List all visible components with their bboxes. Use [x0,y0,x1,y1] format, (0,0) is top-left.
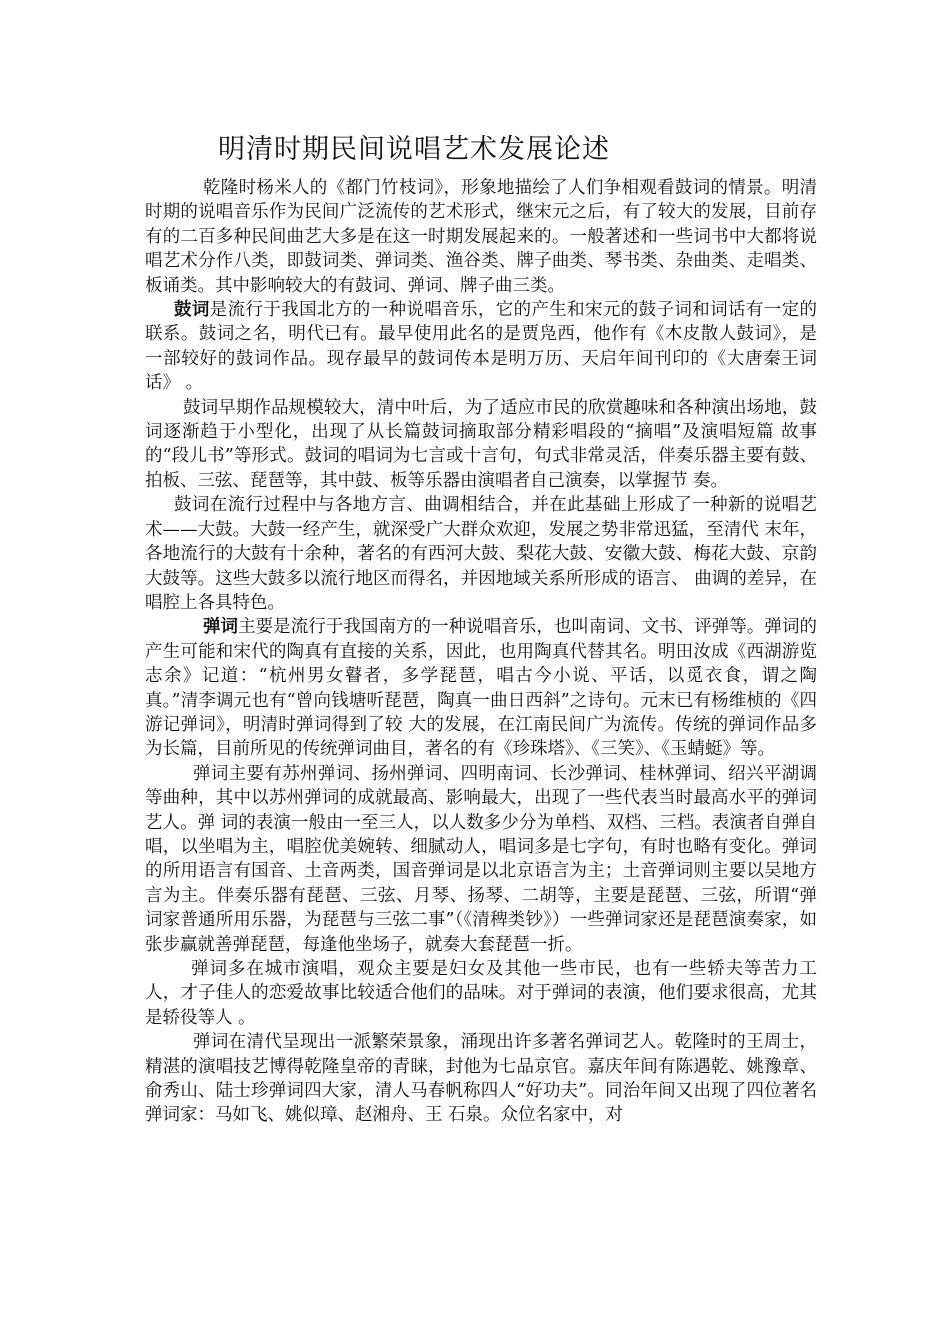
paragraph-text: 鼓词在流行过程中与各地方言、曲调相结合，并在此基础上形成了一种新的说唱艺术——大鼓。大鼓一经产生，就深受广大群众欢迎，发展之势非常迅猛，至清代 末年，各地流行的大鼓有十余种，著名的有西河大鼓、梨花大鼓、安徽大鼓、梅花大鼓、京韵大鼓等。这些大鼓多以流行地区而得名，并因地域关系所形成的语言、 曲调的差异，在唱腔上各具特色。 [145,495,817,613]
paragraph-guci-definition [145,298,817,396]
paragraph-tanci-qing [145,1030,817,1128]
paragraph-tanci-types [145,762,817,957]
keyword-tanci: 弹词 [203,617,239,638]
paragraph-tanci-audience [145,957,817,1030]
paragraph-guci-development [145,396,817,494]
document-body [145,176,817,1128]
paragraph-text: 弹词多在城市演唱，观众主要是妇女及其他一些市民，也有一些轿夫等苦力工人，才子佳人的恋爱故事比较适合他们的品味。对于弹词的表演，他们要求很高，尤其是轿役等人 。 [145,959,817,1028]
paragraph-text: 弹词主要有苏州弹词、扬州弹词、四明南词、长沙弹词、桂林弹词、绍兴平湖调等曲种，其中以苏州弹词的成就最高、影响最大，出现了一些代表当时最高水平的弹词艺人。弹 词的表演一般由一至三人，以人数多少分为单档、双档、三档。表演者自弹自唱，以坐唱为主，唱腔优美婉转、细腻动人，唱词多是七字句，有时也略有变化。弹词 的所用语言有国音、土音两类，国音弹词是以北京语言为主；土音弹词则主要以吴地方言为主。伴奏乐器有琵琶、三弦、月琴、扬琴、二胡等，主要是琵琶、三弦，所谓“弹词家普通所用乐器，为琵琶与三弦二事”（《清稗类钞》）一些弹词家还是琵琶演奏家，如张步赢就善弹琵琶，每逢他坐场子，就奏大套琵琶一折。 [145,763,817,955]
paragraph-text: 乾隆时杨米人的《都门竹枝词》，形象地描绘了人们争相观看鼓词的情景。明清时期的说唱音乐作为民间广泛流传的艺术形式，继宋元之后，有了较大的发展，目前存有的二百多种民间曲艺大多是在这一时期发展起来的。一般著述和一些词书中大都将说唱艺术分作八类，即鼓词类、弹词类、渔谷类、牌子曲类、琴书类、杂曲类、走唱类、板诵类。其中影响较大的有鼓词、弹词、牌子曲三类。 [145,178,817,296]
paragraph-dagu [145,493,817,615]
paragraph-text: 主要是流行于我国南方的一种说唱音乐，也叫南词、文书、评弹等。弹词的产生可能和宋代的陶真有直接的关系，因此，也用陶真代替其名。明田汝成《西湖游览志余》记道：“杭州男女瞽者，多学琵琶，唱古今小说、平话，以觅衣食，谓之陶真。”清李调元也有“曾向钱塘听琵琶，陶真一曲日西斜”之诗句。元末已有杨维桢的《四游记弹词》，明清时弹词得到了较 大的发展，在江南民间广为流传。传统的弹词作品多为长篇，目前所见的传统弹词曲目，著名的有《珍珠塔》、《三笑》、《玉蜻蜓》等。 [145,617,818,760]
paragraph-text: 鼓词早期作品规模较大，清中叶后，为了适应市民的欣赏趣味和各种演出场地，鼓词逐渐趋于小型化，出现了从长篇鼓词摘取部分精彩唱段的“摘唱”及演唱短篇 故事的“段儿书”等形式。鼓词的唱词为七言或十言句，句式非常灵活，伴奏乐器主要有鼓、拍板、三弦、琵琶等，其中鼓、板等乐器由演唱者自己演奏，以掌握节 奏。 [145,397,817,491]
paragraph-intro [145,176,817,298]
keyword-guci: 鼓词 [174,300,210,321]
document-title: 明清时期民间说唱艺术发展论述 [218,134,610,165]
paragraph-tanci-definition [145,615,817,761]
paragraph-text: 弹词在清代呈现出一派繁荣景象，涌现出许多著名弹词艺人。乾隆时的王周士，精湛的演唱技艺博得乾隆皇帝的青睐，封他为七品京官。嘉庆年间有陈遇乾、姚豫章、俞秀山、陆士珍弹词四大家，清人马春帆称四人“好功夫”。同治年间又出现了四位著名弹词家：马如飞、姚似璋、赵湘舟、王 石泉。众位名家中，对 [145,1032,817,1126]
paragraph-text: 是流行于我国北方的一种说唱音乐，它的产生和宋元的鼓子词和词话有一定的联系。鼓词之名，明代已有。最早使用此名的是贾凫西，他作有《木皮散人鼓词》，是一部较好的鼓词作品。现存最早的鼓词传本是明万历、天启年间刊印的《大唐秦王词话》 。 [145,300,818,394]
